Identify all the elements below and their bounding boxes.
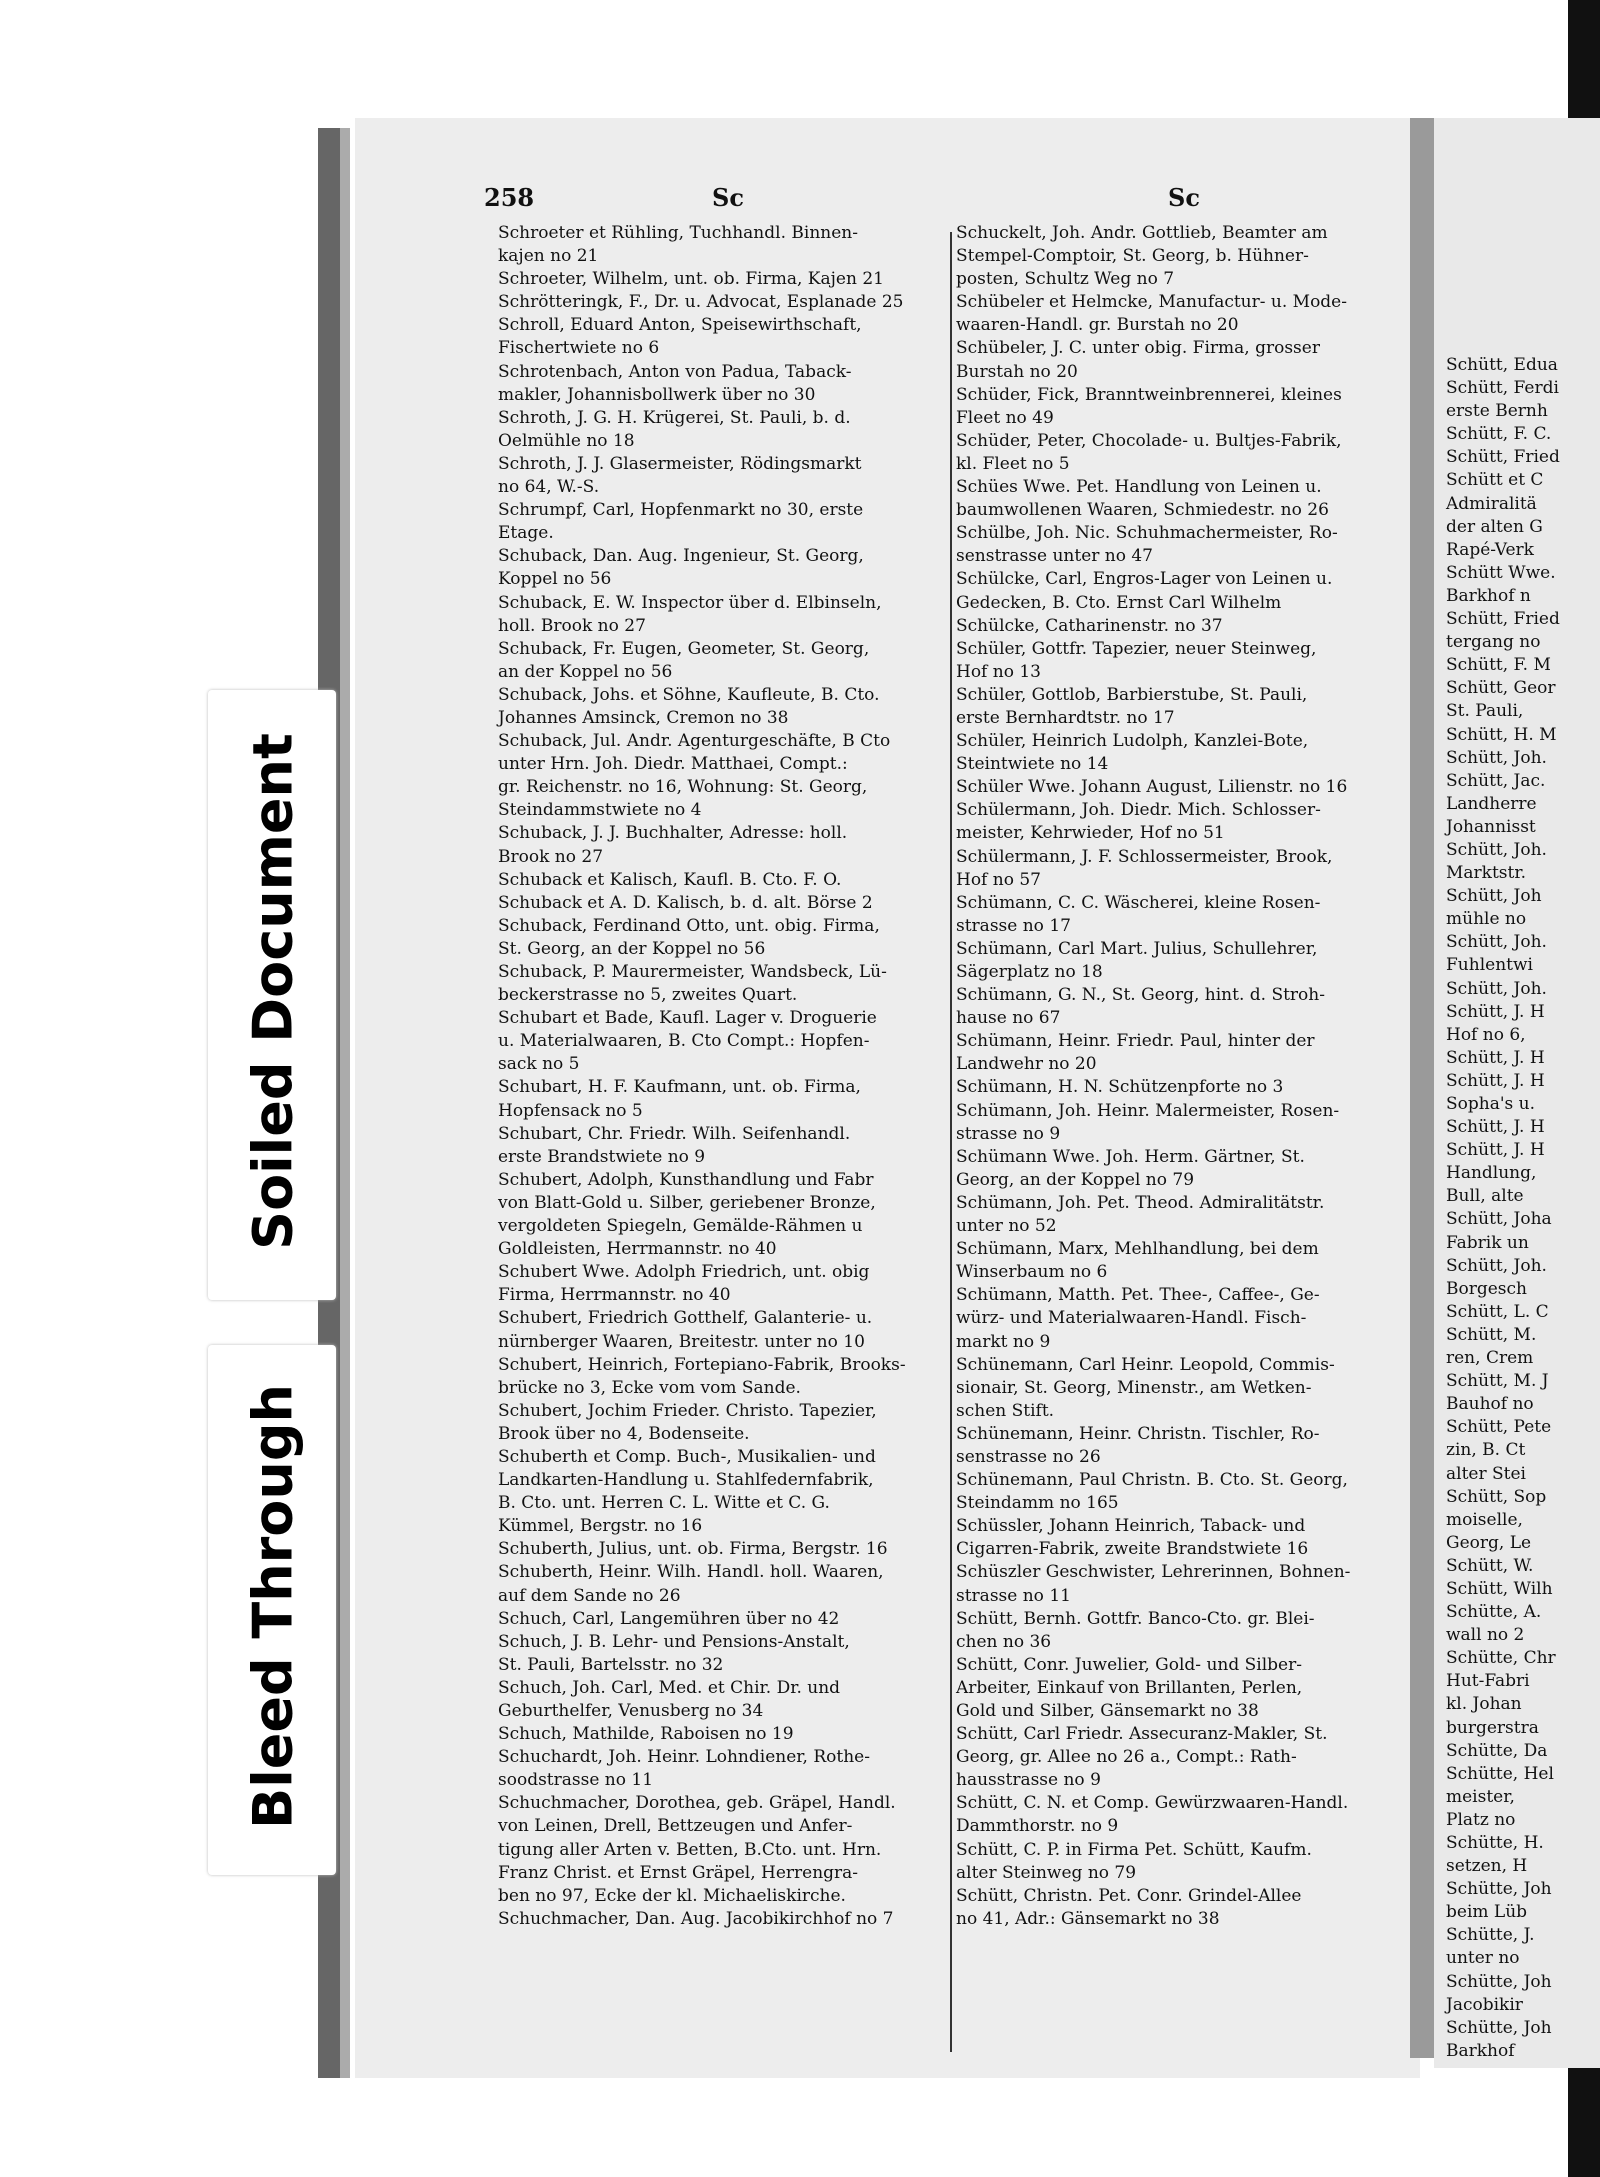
entry-line: Jacobikir xyxy=(1446,1994,1523,2015)
entry-line: Schütte, H. xyxy=(1446,1833,1544,1853)
entry-line: vergoldeten Spiegeln, Gemälde-Rähmen u xyxy=(498,1216,863,1237)
entry-line: St. Georg, an der Koppel no 56 xyxy=(498,938,766,959)
page-gutter xyxy=(1410,118,1434,2058)
entry-line: beckerstrasse no 5, zweites Quart. xyxy=(498,985,798,1006)
entry-line: Schümann, Joh. Heinr. Malermeister, Rosen- xyxy=(956,1100,1340,1121)
entry-line: Schütt, J. H xyxy=(1446,1001,1545,1022)
entry-line: Schütt, Jac. xyxy=(1446,770,1546,791)
entry-line: Schütte, Hel xyxy=(1446,1763,1554,1784)
entry-line: Hopfensack no 5 xyxy=(498,1100,643,1121)
entry-line: Schümann Wwe. Joh. Herm. Gärtner, St. xyxy=(956,1146,1305,1167)
entry-line: Schuch, Mathilde, Raboisen no 19 xyxy=(498,1724,794,1745)
entry-line: Dammthorstr. no 9 xyxy=(956,1816,1119,1837)
left-column xyxy=(498,222,948,1931)
entry-line: Schütt, Joh xyxy=(1446,886,1542,907)
entry-line: Schuchmacher, Dorothea, geb. Gräpel, Handl. xyxy=(498,1793,896,1814)
entry-line: kajen no 21 xyxy=(498,246,599,267)
entry-line: markt no 9 xyxy=(956,1331,1051,1352)
entry-line: Schrötteringk, F., Dr. u. Advocat, Esplanade 25 xyxy=(498,292,904,313)
entry-line: Bauhof no xyxy=(1446,1394,1534,1415)
right-column xyxy=(1434,354,1600,2063)
entry-line: Schrumpf, Carl, Hopfenmarkt no 30, erste xyxy=(498,500,864,521)
entry-line: Hof no 57 xyxy=(956,869,1041,890)
entry-line: wall no 2 xyxy=(1446,1625,1525,1646)
entry-line: Schübeler, J. C. unter obig. Firma, grosser xyxy=(956,338,1320,359)
entry-line: Schütt, Sop xyxy=(1446,1486,1547,1507)
entry-line: Schuback, Dan. Aug. Ingenieur, St. Georg, xyxy=(498,546,864,567)
entry-line: Schroth, J. G. H. Krügerei, St. Pauli, b. d. xyxy=(498,407,851,428)
entry-line: Hut-Fabri xyxy=(1446,1671,1530,1692)
entry-line: nürnberger Waaren, Breitestr. unter no 10 xyxy=(498,1331,865,1352)
entry-line: Schuberth, Heinr. Wilh. Handl. holl. Waaren, xyxy=(498,1562,884,1583)
entry-line: Schütt, J. H xyxy=(1446,1070,1545,1091)
entry-line: strasse no 11 xyxy=(956,1585,1071,1606)
entry-line: makler, Johannisbollwerk über no 30 xyxy=(498,384,816,405)
entry-line: Schümann, Matth. Pet. Thee-, Caffee-, Ge- xyxy=(956,1285,1320,1306)
entry-line: Schübeler et Helmcke, Manufactur- u. Mode- xyxy=(956,292,1347,313)
entry-line: chen no 36 xyxy=(956,1631,1052,1652)
entry-line: Schubart, Chr. Friedr. Wilh. Seifenhandl. xyxy=(498,1123,851,1144)
entry-line: Schütte, Chr xyxy=(1446,1648,1556,1669)
column-divider xyxy=(950,232,952,2052)
entry-line: Schütt, Joha xyxy=(1446,1209,1552,1230)
entry-line: Handlung, xyxy=(1446,1163,1537,1184)
entry-line: Schuberth, Julius, unt. ob. Firma, Bergstr. 16 xyxy=(498,1539,888,1560)
page-number: 258 xyxy=(484,183,535,212)
entry-line: Schümann, Joh. Pet. Theod. Admiralitätstr. xyxy=(956,1192,1325,1213)
entry-line: Schubert, Heinrich, Fortepiano-Fabrik, Brooks- xyxy=(498,1354,906,1375)
entry-line: hause no 67 xyxy=(956,1008,1061,1029)
entry-line: Schünemann, Paul Christn. B. Cto. St. Georg, xyxy=(956,1470,1348,1491)
entry-line: Schütt, M. xyxy=(1446,1324,1537,1345)
entry-line: strasse no 17 xyxy=(956,915,1071,936)
entry-line: Schubert, Friedrich Gotthelf, Galanterie- u. xyxy=(498,1308,873,1329)
entry-line: Johannes Amsinck, Cremon no 38 xyxy=(498,707,789,728)
entry-line: Schünemann, Carl Heinr. Leopold, Commis- xyxy=(956,1354,1335,1375)
entry-line: Schubert, Adolph, Kunsthandlung und Fabr xyxy=(498,1169,874,1190)
entry-line: sack no 5 xyxy=(498,1054,580,1075)
entry-line: auf dem Sande no 26 xyxy=(498,1585,681,1606)
entry-line: Koppel no 56 xyxy=(498,569,612,590)
soiled-document-label xyxy=(208,690,336,1300)
entry-line: senstrasse unter no 47 xyxy=(956,546,1154,567)
entry-line: Firma, Herrmannstr. no 40 xyxy=(498,1285,731,1306)
entry-line: burgerstra xyxy=(1446,1717,1539,1738)
entry-line: Schütt, Wilh xyxy=(1446,1578,1553,1599)
entry-line: Schuchardt, Joh. Heinr. Lohndiener, Rothe- xyxy=(498,1747,870,1768)
entry-line: Schroeter et Rühling, Tuchhandl. Binnen- xyxy=(498,223,858,243)
entry-line: Schütt et C xyxy=(1446,470,1544,491)
entry-line: mühle no xyxy=(1446,909,1527,930)
entry-line: Schütt, Bernh. Gottfr. Banco-Cto. gr. Blei- xyxy=(956,1608,1315,1629)
entry-line: Schubert Wwe. Adolph Friedrich, unt. obig xyxy=(498,1262,870,1283)
entry-line: holl. Brook no 27 xyxy=(498,615,646,636)
entry-line: Rapé-Verk xyxy=(1446,539,1534,560)
entry-line: Steindammstwiete no 4 xyxy=(498,800,702,821)
entry-line: Cigarren-Fabrik, zweite Brandstwiete 16 xyxy=(956,1539,1309,1560)
entry-line: Schuch, Carl, Langemühren über no 42 xyxy=(498,1608,840,1629)
entry-line: Schuchmacher, Dan. Aug. Jacobikirchhof no 7 xyxy=(498,1908,894,1929)
entry-line: Sägerplatz no 18 xyxy=(956,962,1103,982)
entry-line: Hof no 13 xyxy=(956,661,1041,682)
entry-line: tigung aller Arten v. Betten, B.Cto. unt. Hrn. xyxy=(498,1839,882,1860)
entry-line: Schüler, Heinrich Ludolph, Kanzlei-Bote, xyxy=(956,731,1309,752)
entry-line: Schütt, M. J xyxy=(1446,1371,1549,1392)
entry-line: unter no 52 xyxy=(956,1216,1057,1237)
entry-line: waaren-Handl. gr. Burstah no 20 xyxy=(956,315,1239,336)
entry-line: Schütt, C. N. et Comp. Gewürzwaaren-Handl. xyxy=(956,1793,1349,1814)
entry-line: Schütt, Joh. xyxy=(1446,978,1547,999)
entry-line: der alten G xyxy=(1446,516,1543,537)
entry-line: Barkhof n xyxy=(1446,585,1531,606)
entry-line: Georg, an der Koppel no 79 xyxy=(956,1169,1195,1190)
entry-line: Schülbe, Joh. Nic. Schuhmachermeister, Ro- xyxy=(956,523,1338,544)
entry-line: Winserbaum no 6 xyxy=(956,1262,1108,1283)
entry-line: senstrasse no 26 xyxy=(956,1446,1101,1467)
entry-line: Schünemann, Heinr. Christn. Tischler, Ro- xyxy=(956,1423,1320,1444)
entry-line: Schülcke, Carl, Engros-Lager von Leinen u. xyxy=(956,569,1333,590)
entry-line: Oelmühle no 18 xyxy=(498,430,635,451)
entry-line: Schütt, Pete xyxy=(1446,1417,1552,1438)
entry-line: von Blatt-Gold u. Silber, geriebener Bronze, xyxy=(498,1192,876,1213)
entry-line: Schuback et Kalisch, Kaufl. B. Cto. F. O. xyxy=(498,869,842,890)
entry-line: Sopha's u. xyxy=(1446,1094,1536,1114)
entry-line: meister, xyxy=(1446,1786,1515,1807)
entry-line: setzen, H xyxy=(1446,1856,1528,1877)
entry-line: Schuback, Ferdinand Otto, unt. obig. Firma, xyxy=(498,915,880,936)
entry-line: gr. Reichenstr. no 16, Wohnung: St. Georg, xyxy=(498,777,868,798)
header-left: Sc xyxy=(712,183,744,212)
entry-line: B. Cto. unt. Herren C. L. Witte et C. G. xyxy=(498,1493,830,1514)
entry-line: Schümann, C. C. Wäscherei, kleine Rosen- xyxy=(956,892,1321,913)
entry-line: Gold und Silber, Gänsemarkt no 38 xyxy=(956,1701,1259,1721)
entry-line: Fleet no 49 xyxy=(956,407,1054,428)
entry-line: Schütt, F. M xyxy=(1446,655,1551,676)
entry-line: Schütt, L. C xyxy=(1446,1301,1549,1322)
entry-line: Schümann, H. N. Schützenpforte no 3 xyxy=(956,1077,1284,1098)
entry-line: Schubart, H. F. Kaufmann, unt. ob. Firma, xyxy=(498,1077,861,1098)
entry-line: Schütt, Edua xyxy=(1446,355,1558,375)
scan-top-bar xyxy=(1318,0,1600,112)
entry-line: Marktstr. xyxy=(1446,863,1527,884)
entry-line: Fischertwiete no 6 xyxy=(498,338,660,359)
entry-line: Schroth, J. J. Glasermeister, Rödingsmarkt xyxy=(498,453,862,474)
entry-line: Goldleisten, Herrmannstr. no 40 xyxy=(498,1239,777,1260)
entry-line: Schütte, Joh xyxy=(1446,1971,1552,1992)
entry-line: kl. Fleet no 5 xyxy=(956,453,1070,474)
entry-line: St. Pauli, Bartelsstr. no 32 xyxy=(498,1654,724,1675)
entry-line: Schütt, Joh. xyxy=(1446,747,1547,768)
entry-line: Georg, Le xyxy=(1446,1532,1532,1553)
entry-line: Schümann, Heinr. Friedr. Paul, hinter der xyxy=(956,1031,1315,1052)
entry-line: Schütt, Joh. xyxy=(1446,932,1547,953)
entry-line: Schütt, Joh. xyxy=(1446,839,1547,860)
entry-line: Schütt, Geor xyxy=(1446,678,1556,699)
entry-line: Schüssler, Johann Heinrich, Taback- und xyxy=(956,1516,1306,1537)
entry-line: Schües Wwe. Pet. Handlung von Leinen u. xyxy=(956,477,1322,498)
entry-line: Barkhof xyxy=(1446,2040,1515,2061)
entry-line: Brook no 27 xyxy=(498,846,604,867)
entry-line: meister, Kehrwieder, Hof no 51 xyxy=(956,823,1225,844)
entry-line: unter Hrn. Joh. Diedr. Matthaei, Compt.: xyxy=(498,754,848,775)
entry-line: sionair, St. Georg, Minenstr., am Wetken- xyxy=(956,1377,1312,1398)
entry-line: schen Stift. xyxy=(956,1400,1055,1421)
entry-line: Bull, alte xyxy=(1446,1186,1524,1207)
entry-line: soodstrasse no 11 xyxy=(498,1770,654,1791)
entry-line: Georg, gr. Allee no 26 a., Compt.: Rath- xyxy=(956,1747,1297,1768)
entry-line: Burstah no 20 xyxy=(956,361,1078,382)
entry-line: Schüler Wwe. Johann August, Lilienstr. no 16 xyxy=(956,777,1348,798)
entry-line: Schüszler Geschwister, Lehrerinnen, Bohnen- xyxy=(956,1562,1351,1583)
entry-line: Schroeter, Wilhelm, unt. ob. Firma, Kajen 21 xyxy=(498,269,884,290)
entry-line: Steintwiete no 14 xyxy=(956,754,1109,775)
entry-line: Schütt, W. xyxy=(1446,1555,1534,1576)
entry-line: Schubart et Bade, Kaufl. Lager v. Droguerie xyxy=(498,1008,877,1029)
entry-line: strasse no 9 xyxy=(956,1123,1061,1144)
entry-line: Schütt, Fried xyxy=(1446,447,1560,468)
entry-line: Johannisst xyxy=(1446,816,1536,837)
entry-line: unter no xyxy=(1446,1948,1520,1969)
bleed-through-label xyxy=(208,1345,336,1875)
entry-line: St. Pauli, xyxy=(1446,701,1524,722)
entry-line: von Leinen, Drell, Bettzeugen und Anfer- xyxy=(498,1816,853,1837)
entry-line: Schubert, Jochim Frieder. Christo. Tapezier, xyxy=(498,1400,877,1421)
entry-line: Steindamm no 165 xyxy=(956,1493,1119,1514)
entry-line: Fabrik un xyxy=(1446,1232,1529,1253)
middle-column xyxy=(956,222,1401,1931)
entry-line: Arbeiter, Einkauf von Brillanten, Perlen, xyxy=(956,1677,1303,1698)
header-right: Sc xyxy=(1168,183,1200,212)
entry-line: hausstrasse no 9 xyxy=(956,1770,1101,1791)
entry-line: Admiralitä xyxy=(1446,493,1537,514)
entry-line: Schütte, A. xyxy=(1446,1602,1542,1623)
bleed-through-text: Bleed Through xyxy=(241,1384,305,1829)
entry-line: Schütt, Carl Friedr. Assecuranz-Makler, St. xyxy=(956,1724,1328,1745)
entry-line: Schüler, Gottfr. Tapezier, neuer Steinweg, xyxy=(956,638,1317,659)
entry-line: Schuberth et Comp. Buch-, Musikalien- und xyxy=(498,1446,876,1467)
entry-line: Schuback, P. Maurermeister, Wandsbeck, Lü- xyxy=(498,962,887,982)
entry-line: erste Bernhardtstr. no 17 xyxy=(956,707,1175,728)
entry-line: Schütt, J. H xyxy=(1446,1140,1545,1161)
entry-line: Schüder, Fick, Branntweinbrennerei, kleines xyxy=(956,384,1342,405)
entry-line: Schuch, J. B. Lehr- und Pensions-Anstalt, xyxy=(498,1631,850,1652)
entry-line: an der Koppel no 56 xyxy=(498,661,673,682)
entry-line: Schütt, C. P. in Firma Pet. Schütt, Kaufm. xyxy=(956,1839,1312,1860)
entry-line: Schüler, Gottlob, Barbierstube, St. Pauli, xyxy=(956,684,1308,705)
entry-line: Schütt, Ferdi xyxy=(1446,378,1559,399)
entry-line: erste Brandstwiete no 9 xyxy=(498,1146,706,1167)
entry-line: Schuback, E. W. Inspector über d. Elbinseln, xyxy=(498,592,882,613)
entry-line: Gedecken, B. Cto. Ernst Carl Wilhelm xyxy=(956,592,1282,613)
entry-line: Schütte, J. xyxy=(1446,1925,1535,1946)
entry-line: Landkarten-Handlung u. Stahlfedernfabrik, xyxy=(498,1470,874,1491)
entry-line: no 41, Adr.: Gänsemarkt no 38 xyxy=(956,1908,1220,1929)
entry-line: Geburthelfer, Venusberg no 34 xyxy=(498,1701,764,1721)
entry-line: Schümann, Marx, Mehlhandlung, bei dem xyxy=(956,1239,1319,1260)
book-page-edges xyxy=(340,128,350,2078)
entry-line: Schuch, Joh. Carl, Med. et Chir. Dr. und xyxy=(498,1677,841,1698)
entry-line: u. Materialwaaren, B. Cto Compt.: Hopfen- xyxy=(498,1031,870,1052)
entry-line: Schütte, Joh xyxy=(1446,2017,1552,2038)
entry-line: baumwollenen Waaren, Schmiedestr. no 26 xyxy=(956,500,1329,521)
entry-line: Schuckelt, Joh. Andr. Gottlieb, Beamter am xyxy=(956,223,1328,243)
entry-line: Schuback, Fr. Eugen, Geometer, St. Georg, xyxy=(498,638,870,659)
entry-line: Franz Christ. et Ernst Gräpel, Herrengra- xyxy=(498,1862,859,1883)
entry-line: Schülcke, Catharinenstr. no 37 xyxy=(956,615,1223,636)
entry-line: moiselle, xyxy=(1446,1509,1523,1530)
entry-line: Brook über no 4, Bodenseite. xyxy=(498,1423,750,1444)
entry-line: Schütt, J. H xyxy=(1446,1117,1545,1138)
entry-line: Schütt, Joh. xyxy=(1446,1255,1547,1276)
entry-line: beim Lüb xyxy=(1446,1902,1528,1923)
entry-line: ren, Crem xyxy=(1446,1348,1534,1369)
entry-line: Hof no 6, xyxy=(1446,1024,1526,1045)
entry-line: Schütte, Joh xyxy=(1446,1879,1552,1900)
entry-line: Schrotenbach, Anton von Padua, Taback- xyxy=(498,361,852,382)
entry-line: Schütt, H. M xyxy=(1446,724,1557,745)
entry-line: Schuback et A. D. Kalisch, b. d. alt. Börse 2 xyxy=(498,892,873,913)
entry-line: Schütte, Da xyxy=(1446,1740,1548,1761)
entry-line: no 64, W.-S. xyxy=(498,477,600,498)
entry-line: kl. Johan xyxy=(1446,1694,1522,1715)
entry-line: Schuback, J. J. Buchhalter, Adresse: holl. xyxy=(498,823,848,844)
entry-line: Etage. xyxy=(498,523,554,544)
entry-line: Schütt Wwe. xyxy=(1446,562,1556,583)
right-page xyxy=(1434,118,1600,2068)
entry-line: alter Steinweg no 79 xyxy=(956,1862,1137,1883)
entry-line: Schütt, F. C. xyxy=(1446,424,1552,445)
entry-line: Schümann, Carl Mart. Julius, Schullehrer, xyxy=(956,938,1318,959)
entry-line: Landwehr no 20 xyxy=(956,1054,1097,1075)
entry-line: Schütt, Fried xyxy=(1446,609,1560,630)
entry-line: tergang no xyxy=(1446,632,1541,653)
entry-line: Schütt, Conr. Juwelier, Gold- und Silber- xyxy=(956,1654,1302,1675)
entry-line: Schütt, J. H xyxy=(1446,1047,1545,1068)
entry-line: Stempel-Comptoir, St. Georg, b. Hühner- xyxy=(956,246,1309,267)
entry-line: Schülermann, Joh. Diedr. Mich. Schlosser- xyxy=(956,800,1321,821)
entry-line: Schuback, Johs. et Söhne, Kaufleute, B. Cto. xyxy=(498,684,880,705)
entry-line: Schuback, Jul. Andr. Agenturgeschäfte, B Cto xyxy=(498,731,891,752)
entry-line: würz- und Materialwaaren-Handl. Fisch- xyxy=(956,1308,1307,1329)
entry-line: alter Stei xyxy=(1446,1463,1526,1484)
entry-line: erste Bernh xyxy=(1446,401,1548,422)
entry-line: brücke no 3, Ecke vom vom Sande. xyxy=(498,1377,801,1398)
entry-line: Schüder, Peter, Chocolade- u. Bultjes-Fabrik, xyxy=(956,430,1342,451)
entry-line: Kümmel, Bergstr. no 16 xyxy=(498,1516,703,1537)
entry-line: Fuhlentwi xyxy=(1446,955,1533,976)
entry-line: zin, B. Ct xyxy=(1446,1440,1526,1461)
soiled-document-text: Soiled Document xyxy=(241,733,305,1250)
entry-line: Schütt, Christn. Pet. Conr. Grindel-Allee xyxy=(956,1885,1302,1906)
entry-line: Landherre xyxy=(1446,793,1537,814)
entry-line: Schülermann, J. F. Schlossermeister, Brook, xyxy=(956,846,1333,867)
entry-line: Schümann, G. N., St. Georg, hint. d. Stroh- xyxy=(956,985,1325,1006)
entry-line: Platz no xyxy=(1446,1809,1516,1830)
entry-line: Schroll, Eduard Anton, Speisewirthschaft, xyxy=(498,315,862,336)
entry-line: posten, Schultz Weg no 7 xyxy=(956,269,1175,290)
entry-line: ben no 97, Ecke der kl. Michaeliskirche. xyxy=(498,1885,846,1906)
entry-line: Borgesch xyxy=(1446,1278,1527,1299)
